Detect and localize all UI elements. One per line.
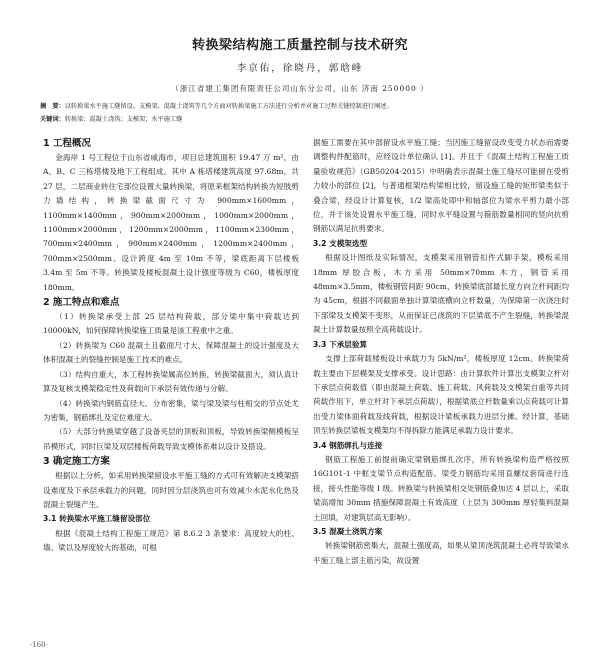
- abstract: [40, 101, 568, 113]
- paragraph: （2）转换梁为 C60 混凝土且截面尺寸大，保障混凝土的设计强度及大体积混凝土的裂缝控制是施工技术的难点。: [43, 340, 299, 365]
- keywords: [40, 114, 568, 126]
- left-column: [43, 136, 299, 653]
- subsection-heading: 3.2 支模架选型: [313, 238, 368, 248]
- subsection-heading: 3.3 下承层验算: [313, 339, 368, 349]
- paragraph: 根据以上分析，如采用转换梁留设水平施工缝的方式可有效解决支模架搭设难度及下承层承载力的问题，同时因分层浇筑也可有效减少水泥水化热及混凝土裂缝产生。: [43, 471, 299, 509]
- section-heading: 2 施工特点和难点: [43, 297, 120, 309]
- paragraph: 支撑上部荷载楼板设计承载力为 5kN/m²，楼板厚度 12cm。转换梁荷载主要由下层模架及支撑承受。设计思路：由计算软件计算出支模架立杆对下承层点荷载值（即由混凝土荷载、施工荷载、风荷载及支模架自重等共同荷载作用下，单立杆对下承层点荷载），根据梁底立杆数量乘以点荷载可计算出受力梁体面荷载及线荷载，根据设计梁板承载力进层分摊。经计算，基础顶至转换层梁板支模架均不得拆除方能满足承载力设计要求。: [313, 354, 569, 436]
- paragraph: （3）结构自重大，本工程转换梁属高位转换，转换梁截面大，须认真计算及复核支模架稳定性及荷载向下承层有效传递与分解。: [43, 369, 299, 394]
- paragraph: 钢筋工程施工前提前确定梁钢筋绑扎次序，所有转换梁构造严格按照 16G101-1 中框支梁节点构造配筋。梁受力钢筋均采用直螺纹套筒进行连接，接头性能等级 I 级。转换梁与转换梁相交处钢筋叠加达 4 层以上，采取梁高增加 30mm 措施保障混凝土有效高度（上层为 300mm 厚轻集料混凝土回填，对建筑层高无影响）。: [313, 454, 569, 522]
- paragraph: （1）转换梁承受上部 25 层结构荷载，部分梁中集中荷载达到 10000kN，如何保障转换梁施工质量是该工程重中之重。: [43, 312, 299, 336]
- paragraph: 根据《混凝土结构工程施工规范》第 8.6.2 3 条要求：高度较大的柱、墙、梁以及厚度较大的基础，可根: [43, 528, 299, 553]
- abstract-label: 摘 要：: [40, 103, 65, 110]
- section-heading: 1 工程概况: [43, 138, 91, 149]
- subsection-heading: 3.5 混凝土浇筑方案: [313, 526, 383, 536]
- keywords-label: 关键词：: [40, 116, 65, 123]
- subsection-heading: 3.1 转换梁水平施工缝留设部位: [43, 514, 151, 524]
- abstract-text: 以转换梁水平施工缝留设、支模架、混凝土浇筑等几个方面对转换梁施工方法进行分析并对施工过程关键控制进行阐述。: [64, 103, 393, 110]
- paragraph: 金海岸 1 号工程位于山东省威海市，项目总建筑面积 19.47 万 m²，由 A、B、C 三栋塔楼及地下工程组成。其中 A 栋塔楼建筑高度 97.68m，共 27 层，二层商业转住宅部位设置大量转换梁，将原来框架结构转换为短肢剪力墙结构，转换梁截面尺寸为 900mm×1600mm，1100mm×1400mm，900mm×2000mm，1000mm×2000mm，1100mm×2000mm，1200mm×2000mm，1100mm×2300mm，700mm×2400mm，900mm×2400mm，1200mm×2400mm，700mm×2500mm。设计跨度 4m 至 10m 不等，梁底距离下层楼板 3.4m 至 5m 不等。转换梁及楼板混凝土设计强度等级为 C60，楼板厚度 180mm。: [43, 153, 299, 292]
- paper-title: 转换梁结构施工质量控制与技术研究: [191, 38, 408, 53]
- paragraph: （4）转换梁内钢筋直径大、分布密集，梁与梁及梁与柱相交的节点处尤为密集，钢筋绑扎及定位难度大。: [43, 398, 299, 422]
- paper-affiliation: （浙江省建工集团有限责任公司山东分公司，山东 济南 250000 ）: [171, 84, 429, 93]
- paragraph: （5）大部分转换梁穿越了设备夹层的顶板和顶板，导致转换梁侧模板呈吊模形式，同时巨梁及双层楼板荷载导致支模体系难以设计及搭设。: [43, 427, 299, 451]
- paragraph: 根据设计图纸及实际情况，支模架采用钢管扣件式脚手架，模板采用 18mm 厚胶合板，木方采用 50mm×70mm 木方，钢管采用 48mm×3.5mm，楼板钢管间距 90cm，转换梁底部最长度方向立杆间距均为 45cm，根据不同截面单独计算梁底横向立杆数量，为保障第一次浇注时下部梁及支模架不变形，从而保证已浇筑的下层梁底不产生裂缝，转换梁混凝土计算数量按照全高荷载设计。: [313, 253, 569, 335]
- paper-authors: 李京佑，徐晓丹，郭晗峰: [236, 63, 364, 74]
- paragraph: 转换梁钢筋密集大，混凝土强度高，如果从梁顶浇筑混凝土必将导致梁水平施工缝上部主筋污染，故设置: [313, 541, 569, 565]
- keywords-text: 转换梁；混凝土浇筑；支模架；水平施工缝: [64, 116, 183, 123]
- page-number: ·160·: [30, 641, 48, 649]
- section-heading: 3 确定施工方案: [43, 456, 110, 468]
- paragraph: 据施工需要在其中部留设水平施工缝；当因施工缝留设改变受力状态而需要调整构件配筋时，应经设计单位确认 [1]。并且于《混凝土结构工程施工质量验收规范》（GB50204-2015）中明确表示混凝土施工缝尽可能留在受剪力较小的部位 [2]，与普通框架结构梁相比较，留设施工缝的矩形梁类似于叠合梁，经设计计算复核，1/2 梁高处即中和轴部位为梁水平剪力最小部位，并于该处设置水平施工缝，同时水平缝设置与箍筋数量相同的竖向抗剪钢筋以满足抗剪要求。: [313, 138, 569, 234]
- right-column: [313, 136, 569, 653]
- subsection-heading: 3.4 钢筋绑扎与连接: [313, 440, 383, 450]
